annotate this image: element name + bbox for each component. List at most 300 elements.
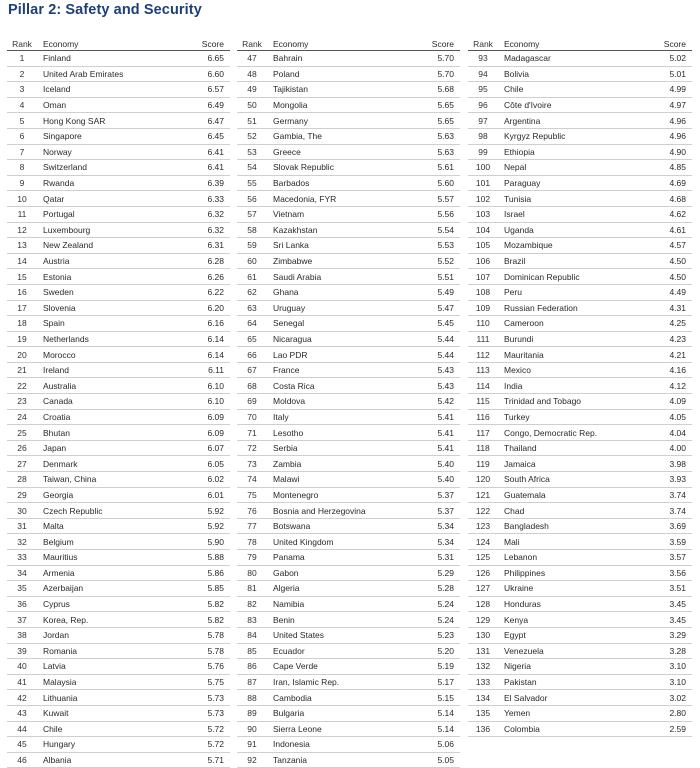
rank-cell: 66 <box>237 347 267 363</box>
economy-cell: Georgia <box>37 487 184 503</box>
score-cell: 6.47 <box>184 113 230 129</box>
score-cell: 4.05 <box>646 409 692 425</box>
table-row <box>237 565 460 581</box>
score-cell: 5.65 <box>414 113 460 129</box>
economy-cell: Zimbabwe <box>267 253 414 269</box>
rank-cell: 83 <box>237 612 267 628</box>
table-row <box>237 238 460 254</box>
rank-cell: 75 <box>237 487 267 503</box>
table-row <box>468 472 692 488</box>
rank-cell: 122 <box>468 503 498 519</box>
table-row <box>468 550 692 566</box>
economy-cell: Uruguay <box>267 300 414 316</box>
score-cell: 4.85 <box>646 160 692 176</box>
score-cell: 5.14 <box>414 705 460 721</box>
table-row <box>7 659 230 675</box>
rank-cell: 59 <box>237 238 267 254</box>
economy-cell: Tajikistan <box>267 82 414 98</box>
table-row <box>237 394 460 410</box>
rank-cell: 49 <box>237 82 267 98</box>
table-row <box>237 456 460 472</box>
score-cell: 3.28 <box>646 643 692 659</box>
table-row <box>468 627 692 643</box>
score-cell: 6.14 <box>184 347 230 363</box>
table-row <box>7 284 230 300</box>
table-row <box>7 752 230 768</box>
rank-cell: 34 <box>7 565 37 581</box>
rank-header: Rank <box>468 37 498 51</box>
economy-cell: Gambia, The <box>267 128 414 144</box>
table-header-row <box>7 37 230 51</box>
rank-cell: 5 <box>7 113 37 129</box>
rank-cell: 98 <box>468 128 498 144</box>
rank-cell: 12 <box>7 222 37 238</box>
economy-cell: Sweden <box>37 284 184 300</box>
score-cell: 3.10 <box>646 674 692 690</box>
rank-cell: 136 <box>468 721 498 737</box>
table-row <box>237 612 460 628</box>
economy-cell: Moldova <box>267 394 414 410</box>
score-cell: 5.70 <box>414 66 460 82</box>
economy-cell: Montenegro <box>267 487 414 503</box>
rank-cell: 121 <box>468 487 498 503</box>
economy-cell: Ireland <box>37 362 184 378</box>
table-row <box>7 82 230 98</box>
table-row <box>7 300 230 316</box>
economy-cell: Poland <box>267 66 414 82</box>
rank-cell: 31 <box>7 518 37 534</box>
economy-cell: Mexico <box>498 362 646 378</box>
score-cell: 5.42 <box>414 394 460 410</box>
score-cell: 4.16 <box>646 362 692 378</box>
rank-cell: 131 <box>468 643 498 659</box>
table-row <box>7 627 230 643</box>
rank-cell: 42 <box>7 690 37 706</box>
economy-cell: Madagascar <box>498 51 646 67</box>
rank-cell: 18 <box>7 316 37 332</box>
table-row <box>7 721 230 737</box>
table-row <box>237 66 460 82</box>
rank-cell: 19 <box>7 331 37 347</box>
rank-cell: 97 <box>468 113 498 129</box>
economy-cell: Honduras <box>498 596 646 612</box>
economy-cell: Greece <box>267 144 414 160</box>
table-row <box>7 705 230 721</box>
table-row <box>237 596 460 612</box>
table-header-row <box>237 37 460 51</box>
score-cell: 6.16 <box>184 316 230 332</box>
rank-cell: 43 <box>7 705 37 721</box>
table-row <box>237 534 460 550</box>
rank-cell: 53 <box>237 144 267 160</box>
score-cell: 5.53 <box>414 238 460 254</box>
table-row <box>468 581 692 597</box>
score-cell: 3.45 <box>646 596 692 612</box>
score-cell: 5.73 <box>184 705 230 721</box>
score-cell: 5.31 <box>414 550 460 566</box>
table-row <box>7 612 230 628</box>
economy-cell: Dominican Republic <box>498 269 646 285</box>
table-row <box>7 51 230 67</box>
economy-cell: Namibia <box>267 596 414 612</box>
score-cell: 5.45 <box>414 316 460 332</box>
score-cell: 6.60 <box>184 66 230 82</box>
rank-cell: 91 <box>237 737 267 753</box>
table-row <box>7 534 230 550</box>
economy-cell: Korea, Rep. <box>37 612 184 628</box>
score-cell: 6.57 <box>184 82 230 98</box>
score-cell: 3.93 <box>646 472 692 488</box>
economy-cell: Paraguay <box>498 175 646 191</box>
economy-cell: Ecuador <box>267 643 414 659</box>
rank-cell: 77 <box>237 518 267 534</box>
table-row <box>7 440 230 456</box>
score-cell: 4.96 <box>646 128 692 144</box>
economy-cell: Sri Lanka <box>267 238 414 254</box>
economy-cell: Finland <box>37 51 184 67</box>
table-row <box>237 690 460 706</box>
table-row <box>237 472 460 488</box>
rank-cell: 52 <box>237 128 267 144</box>
rank-cell: 81 <box>237 581 267 597</box>
score-cell: 3.02 <box>646 690 692 706</box>
table-row <box>237 627 460 643</box>
score-cell: 5.73 <box>184 690 230 706</box>
score-cell: 6.10 <box>184 394 230 410</box>
score-cell: 5.90 <box>184 534 230 550</box>
rank-cell: 76 <box>237 503 267 519</box>
rank-cell: 40 <box>7 659 37 675</box>
table-row <box>468 316 692 332</box>
table-row <box>468 690 692 706</box>
score-cell: 4.97 <box>646 97 692 113</box>
economy-cell: El Salvador <box>498 690 646 706</box>
score-cell: 5.17 <box>414 674 460 690</box>
score-cell: 5.92 <box>184 518 230 534</box>
score-cell: 4.25 <box>646 316 692 332</box>
economy-cell: Slovenia <box>37 300 184 316</box>
table-row <box>237 518 460 534</box>
table-row <box>7 456 230 472</box>
table-row <box>7 222 230 238</box>
table-row <box>468 347 692 363</box>
score-cell: 2.80 <box>646 705 692 721</box>
table-row <box>7 409 230 425</box>
rank-cell: 90 <box>237 721 267 737</box>
score-cell: 5.15 <box>414 690 460 706</box>
score-cell: 5.34 <box>414 518 460 534</box>
rank-cell: 22 <box>7 378 37 394</box>
economy-cell: Senegal <box>267 316 414 332</box>
score-cell: 3.69 <box>646 518 692 534</box>
score-cell: 6.05 <box>184 456 230 472</box>
economy-cell: Japan <box>37 440 184 456</box>
table-row <box>237 425 460 441</box>
score-cell: 6.33 <box>184 191 230 207</box>
score-cell: 3.98 <box>646 456 692 472</box>
table-row <box>7 160 230 176</box>
score-cell: 6.45 <box>184 128 230 144</box>
economy-cell: Kazakhstan <box>267 222 414 238</box>
table-row <box>237 97 460 113</box>
table-row <box>468 394 692 410</box>
economy-cell: Venezuela <box>498 643 646 659</box>
rank-cell: 96 <box>468 97 498 113</box>
score-cell: 4.00 <box>646 440 692 456</box>
rank-cell: 129 <box>468 612 498 628</box>
economy-cell: Chile <box>37 721 184 737</box>
economy-cell: Cambodia <box>267 690 414 706</box>
rank-cell: 6 <box>7 128 37 144</box>
score-cell: 5.40 <box>414 472 460 488</box>
score-cell: 3.45 <box>646 612 692 628</box>
score-cell: 5.23 <box>414 627 460 643</box>
table-row <box>237 82 460 98</box>
table-row <box>468 596 692 612</box>
rank-cell: 79 <box>237 550 267 566</box>
score-header: Score <box>646 37 692 51</box>
table-row <box>7 737 230 753</box>
rank-cell: 37 <box>7 612 37 628</box>
score-cell: 5.05 <box>414 752 460 768</box>
rank-cell: 17 <box>7 300 37 316</box>
table-row <box>468 300 692 316</box>
economy-cell: New Zealand <box>37 238 184 254</box>
score-cell: 6.26 <box>184 269 230 285</box>
rank-cell: 35 <box>7 581 37 597</box>
economy-cell: Ukraine <box>498 581 646 597</box>
rank-cell: 119 <box>468 456 498 472</box>
economy-cell: Azerbaijan <box>37 581 184 597</box>
score-cell: 6.41 <box>184 160 230 176</box>
table-row <box>468 705 692 721</box>
score-cell: 5.51 <box>414 269 460 285</box>
rank-cell: 84 <box>237 627 267 643</box>
economy-cell: Estonia <box>37 269 184 285</box>
ranking-table-1 <box>7 37 230 768</box>
table-row <box>237 581 460 597</box>
score-cell: 5.63 <box>414 128 460 144</box>
rank-cell: 63 <box>237 300 267 316</box>
economy-cell: Sierra Leone <box>267 721 414 737</box>
economy-cell: Macedonia, FYR <box>267 191 414 207</box>
table-row <box>7 97 230 113</box>
score-cell: 5.41 <box>414 440 460 456</box>
rank-cell: 1 <box>7 51 37 67</box>
rank-cell: 45 <box>7 737 37 753</box>
rank-cell: 106 <box>468 253 498 269</box>
score-cell: 5.41 <box>414 409 460 425</box>
economy-cell: Thailand <box>498 440 646 456</box>
score-cell: 5.06 <box>414 737 460 753</box>
rank-cell: 11 <box>7 206 37 222</box>
score-cell: 5.24 <box>414 612 460 628</box>
score-cell: 3.51 <box>646 581 692 597</box>
rank-cell: 41 <box>7 674 37 690</box>
table-row <box>237 440 460 456</box>
rank-cell: 69 <box>237 394 267 410</box>
table-row <box>237 752 460 768</box>
table-row <box>237 51 460 67</box>
table-row <box>468 206 692 222</box>
rank-cell: 10 <box>7 191 37 207</box>
rank-cell: 4 <box>7 97 37 113</box>
table-row <box>468 51 692 67</box>
score-cell: 5.78 <box>184 643 230 659</box>
ranking-rows-1 <box>7 51 230 768</box>
economy-cell: Chad <box>498 503 646 519</box>
economy-cell: Qatar <box>37 191 184 207</box>
table-row <box>468 253 692 269</box>
economy-cell: Hong Kong SAR <box>37 113 184 129</box>
economy-cell: Romania <box>37 643 184 659</box>
rank-cell: 65 <box>237 331 267 347</box>
economy-cell: Gabon <box>267 565 414 581</box>
score-cell: 5.29 <box>414 565 460 581</box>
score-cell: 4.61 <box>646 222 692 238</box>
rank-header: Rank <box>237 37 267 51</box>
rank-cell: 115 <box>468 394 498 410</box>
score-cell: 4.62 <box>646 206 692 222</box>
score-cell: 4.09 <box>646 394 692 410</box>
table-row <box>237 737 460 753</box>
score-cell: 6.41 <box>184 144 230 160</box>
rank-cell: 32 <box>7 534 37 550</box>
economy-cell: Benin <box>267 612 414 628</box>
table-row <box>468 518 692 534</box>
score-cell: 6.07 <box>184 440 230 456</box>
score-cell: 5.49 <box>414 284 460 300</box>
economy-cell: Bahrain <box>267 51 414 67</box>
score-cell: 5.82 <box>184 612 230 628</box>
table-row <box>237 674 460 690</box>
economy-cell: Italy <box>267 409 414 425</box>
score-cell: 6.09 <box>184 409 230 425</box>
economy-cell: Costa Rica <box>267 378 414 394</box>
table-row <box>7 550 230 566</box>
score-cell: 6.32 <box>184 206 230 222</box>
economy-cell: Guatemala <box>498 487 646 503</box>
table-row <box>468 82 692 98</box>
rank-cell: 9 <box>7 175 37 191</box>
table-row <box>468 612 692 628</box>
score-cell: 4.50 <box>646 269 692 285</box>
table-row <box>468 144 692 160</box>
table-row <box>7 316 230 332</box>
table-row <box>7 144 230 160</box>
economy-cell: Austria <box>37 253 184 269</box>
ranking-rows-2 <box>237 51 460 768</box>
rank-cell: 44 <box>7 721 37 737</box>
rank-cell: 101 <box>468 175 498 191</box>
table-row <box>7 331 230 347</box>
economy-cell: Turkey <box>498 409 646 425</box>
score-cell: 5.60 <box>414 175 460 191</box>
economy-cell: Uganda <box>498 222 646 238</box>
score-cell: 2.59 <box>646 721 692 737</box>
economy-cell: Mali <box>498 534 646 550</box>
table-row <box>468 440 692 456</box>
table-row <box>7 269 230 285</box>
rank-cell: 127 <box>468 581 498 597</box>
rank-cell: 61 <box>237 269 267 285</box>
table-row <box>7 503 230 519</box>
rank-cell: 24 <box>7 409 37 425</box>
score-cell: 3.10 <box>646 659 692 675</box>
score-cell: 6.10 <box>184 378 230 394</box>
score-cell: 5.20 <box>414 643 460 659</box>
rank-cell: 14 <box>7 253 37 269</box>
rank-cell: 29 <box>7 487 37 503</box>
score-cell: 5.43 <box>414 378 460 394</box>
economy-cell: Portugal <box>37 206 184 222</box>
economy-cell: Cameroon <box>498 316 646 332</box>
rank-cell: 93 <box>468 51 498 67</box>
economy-cell: Tunisia <box>498 191 646 207</box>
economy-cell: Philippines <box>498 565 646 581</box>
rank-cell: 55 <box>237 175 267 191</box>
rank-cell: 117 <box>468 425 498 441</box>
rank-cell: 111 <box>468 331 498 347</box>
table-row <box>7 518 230 534</box>
table-row <box>237 284 460 300</box>
score-cell: 4.12 <box>646 378 692 394</box>
economy-cell: Bosnia and Herzegovina <box>267 503 414 519</box>
rank-cell: 64 <box>237 316 267 332</box>
economy-cell: Malaysia <box>37 674 184 690</box>
economy-cell: Cyprus <box>37 596 184 612</box>
economy-cell: Malta <box>37 518 184 534</box>
table-row <box>468 362 692 378</box>
rank-cell: 74 <box>237 472 267 488</box>
score-cell: 4.31 <box>646 300 692 316</box>
economy-cell: Saudi Arabia <box>267 269 414 285</box>
rank-cell: 33 <box>7 550 37 566</box>
rank-cell: 85 <box>237 643 267 659</box>
score-cell: 5.24 <box>414 596 460 612</box>
table-row <box>7 175 230 191</box>
table-row <box>7 425 230 441</box>
economy-cell: Botswana <box>267 518 414 534</box>
table-row <box>7 347 230 363</box>
rank-cell: 21 <box>7 362 37 378</box>
rank-cell: 2 <box>7 66 37 82</box>
rank-cell: 68 <box>237 378 267 394</box>
table-row <box>7 643 230 659</box>
economy-cell: Israel <box>498 206 646 222</box>
rank-cell: 48 <box>237 66 267 82</box>
table-row <box>237 503 460 519</box>
table-row <box>237 222 460 238</box>
score-cell: 3.59 <box>646 534 692 550</box>
economy-cell: Algeria <box>267 581 414 597</box>
economy-cell: Latvia <box>37 659 184 675</box>
rank-cell: 60 <box>237 253 267 269</box>
economy-header: Economy <box>37 37 184 51</box>
table-row <box>468 425 692 441</box>
rank-cell: 82 <box>237 596 267 612</box>
rank-cell: 124 <box>468 534 498 550</box>
score-cell: 5.76 <box>184 659 230 675</box>
economy-cell: Czech Republic <box>37 503 184 519</box>
table-row <box>7 690 230 706</box>
score-cell: 5.65 <box>414 97 460 113</box>
economy-cell: United States <box>267 627 414 643</box>
score-cell: 6.31 <box>184 238 230 254</box>
table-row <box>237 300 460 316</box>
table-row <box>237 331 460 347</box>
economy-cell: Germany <box>267 113 414 129</box>
